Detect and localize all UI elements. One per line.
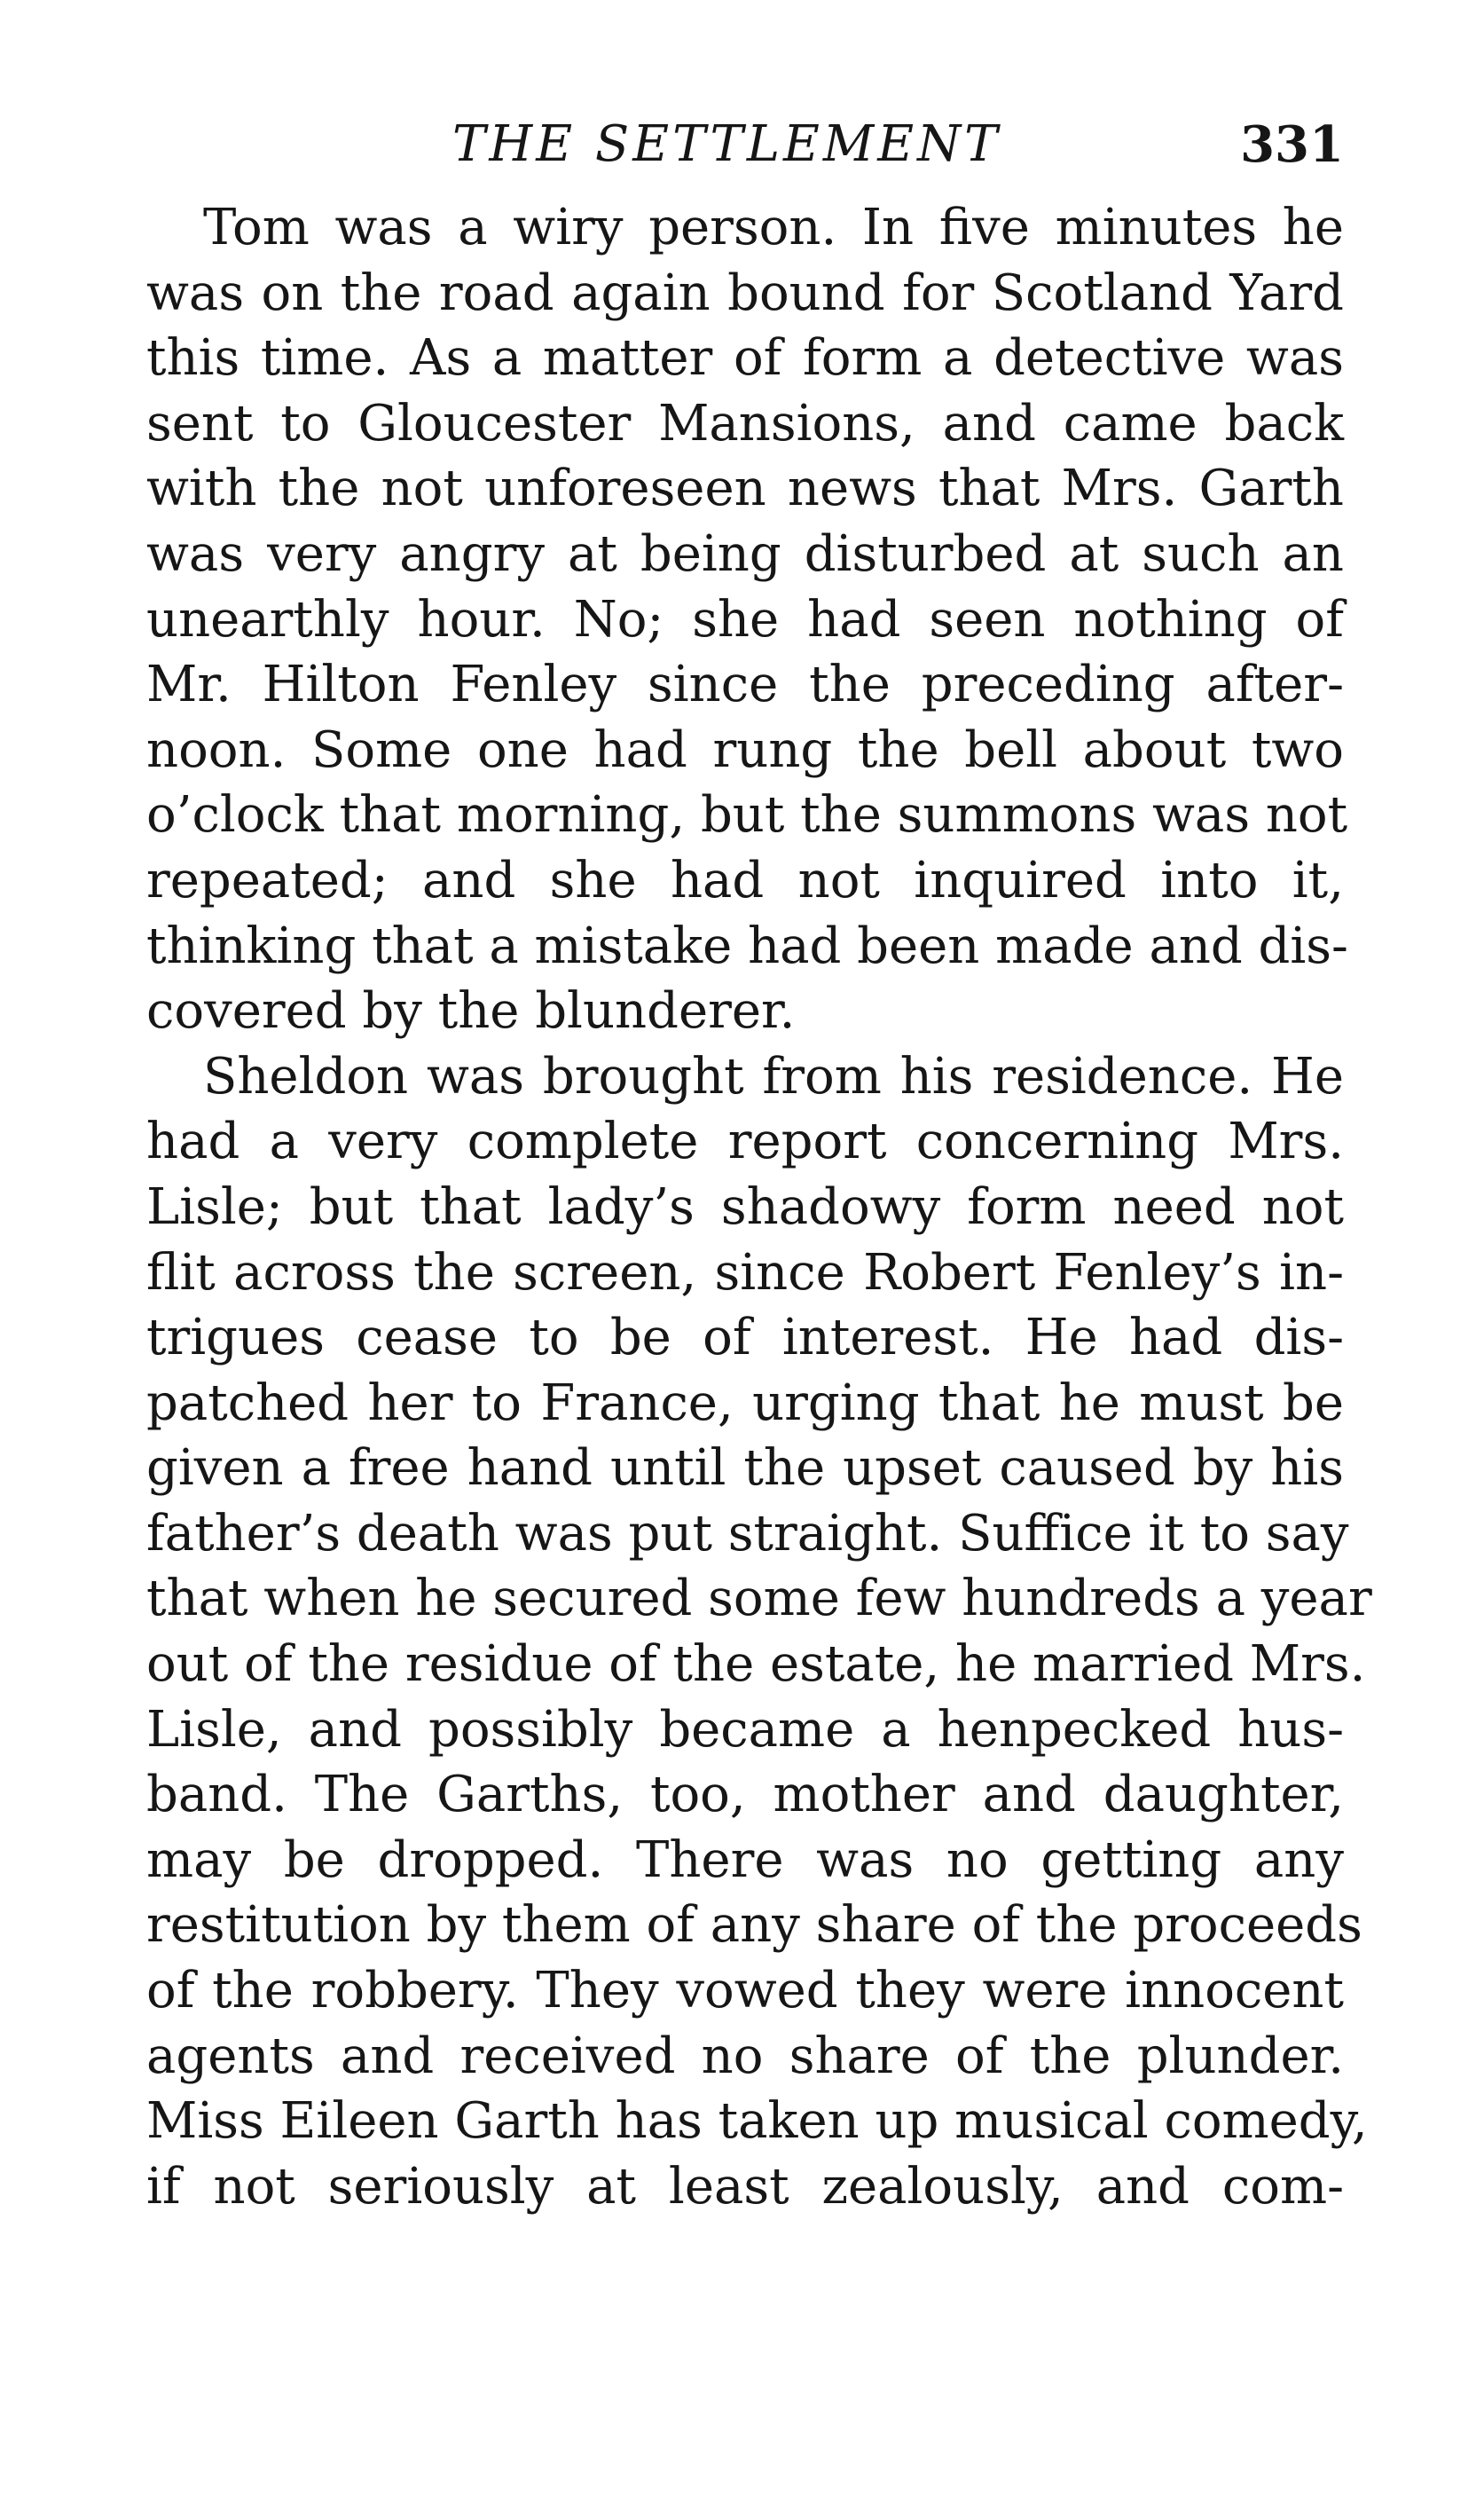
text-line: trigues cease to be of interest. He had dis- [146, 1309, 1344, 1367]
book-page [146, 105, 1372, 2219]
text-line: this time. As a matter of form a detective was [146, 329, 1344, 388]
text-line: Lisle, and possibly became a henpecked hus- [146, 1700, 1344, 1759]
text-line: restitution by them of any share of the proceeds [146, 1896, 1362, 1955]
page-number: 331 [1240, 115, 1344, 174]
paragraph [146, 195, 1348, 1044]
text-line: patched her to France, urging that he must be [146, 1374, 1344, 1432]
text-line: repeated; and she had not inquired into it, [146, 851, 1344, 909]
text-line: was very angry at being disturbed at such an [146, 524, 1344, 583]
paragraph [146, 1044, 1372, 2220]
text-line: given a free hand until the upset caused by his [146, 1439, 1344, 1498]
text-line: sent to Gloucester Mansions, and came back [146, 394, 1344, 453]
text-line: band. The Garths, too, mother and daughter, [146, 1766, 1344, 1824]
text-line: Lisle; but that lady’s shadowy form need not [146, 1177, 1344, 1236]
text-line: noon. Some one had rung the bell about two [146, 720, 1344, 779]
running-title: THE SETTLEMENT [452, 115, 1001, 173]
text-line: unearthly hour. No; she had seen nothing of [146, 590, 1344, 649]
text-line: with the not unforeseen news that Mrs. Garth [146, 460, 1344, 518]
text-line: father’s death was put straight. Suffice it to say [146, 1504, 1349, 1563]
text-line: agents and received no share of the plunder. [146, 2027, 1344, 2085]
body-text [146, 195, 1372, 2219]
text-line: had a very complete report concerning Mrs. [146, 1113, 1344, 1171]
text-line: was on the road again bound for Scotland Yard [146, 264, 1344, 322]
text-line: may be dropped. There was no getting any [146, 1830, 1344, 1889]
text-line: that when he secured some few hundreds a year [146, 1570, 1372, 1628]
text-line: thinking that a mistake had been made and dis- [146, 917, 1348, 975]
running-header [146, 105, 1344, 185]
text-line: Mr. Hilton Fenley since the preceding after- [146, 656, 1344, 714]
text-line: Sheldon was brought from his residence. He [203, 1047, 1344, 1106]
text-line: out of the residue of the estate, he married Mrs. [146, 1635, 1366, 1694]
text-line: Miss Eileen Garth has taken up musical comedy, [146, 2092, 1368, 2151]
text-line: if not seriously at least zealously, and com- [146, 2157, 1344, 2216]
text-line: of the robbery. They vowed they were innocent [146, 1962, 1344, 2020]
text-line: covered by the blunderer. [146, 982, 796, 1041]
text-line: o’clock that morning, but the summons was not [146, 786, 1348, 845]
text-line: Tom was a wiry person. In five minutes he [203, 199, 1344, 256]
text-line: flit across the screen, since Robert Fenley’s in- [146, 1243, 1344, 1302]
